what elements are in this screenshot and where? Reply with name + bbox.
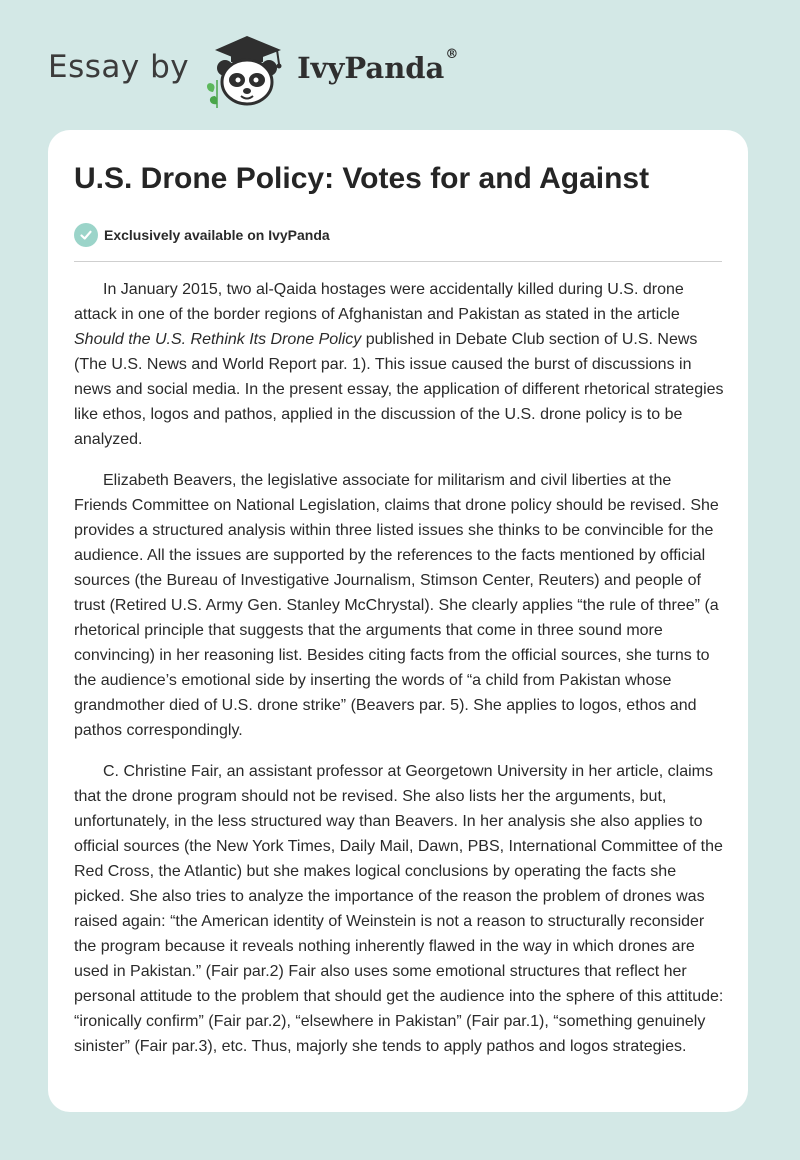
paragraph-1-text-b: published in Debate Club section of U.S. News (The U.S. News and World Report par. 1). This issue caused the burst of discussions in news and social media. In the present essay, the application of different rhetorical strategies like ethos, logos and pathos, applied in the discussion of the U.S. drone policy is to be analyzed.	[74, 331, 724, 448]
article-title-reference: Should the U.S. Rethink Its Drone Policy	[74, 331, 362, 348]
registered-mark: ®	[445, 47, 459, 62]
essay-by-text: Essay by	[48, 49, 190, 85]
paragraph-2: Elizabeth Beavers, the legislative associate for militarism and civil liberties at the Friends Committee on National Legislation, claims that drone policy should be revised. She provides a structured analysis within three listed issues she thinks to be convincible for the audience. All the issues are supported by the references to the facts mentioned by official sources (the Bureau of Investigative Journalism, Stimson Center, Reuters) and people of trust (Retired U.S. Army Gen. Stanley McChrystal). She clearly applies “the rule of three” (a rhetorical principle that suggests that the arguments that come in three sound more convincing) in her reasoning list. Besides citing facts from the official sources, she turns to the audience’s emotional side by inserting the words of “a child from Pakistan whose grandmother died of U.S. drone strike” (Beavers par. 5). She applies to logos, ethos and pathos correspondingly.	[74, 472, 719, 739]
checkmark-circle-icon	[74, 223, 98, 247]
brand-name	[297, 47, 459, 85]
exclusive-badge-text: Exclusively available on IvyPanda	[104, 227, 330, 243]
paragraph-1-text-a: In January 2015, two al-Qaida hostages were accidentally killed during U.S. drone attack in one of the border regions of Afghanistan and Pakistan as stated in the article	[74, 281, 684, 323]
panda-graduate-logo-icon	[201, 30, 293, 110]
paragraph-1	[74, 277, 724, 452]
essay-body	[74, 277, 724, 1075]
exclusive-badge	[74, 223, 330, 247]
header-divider	[74, 261, 722, 262]
paragraph-3: C. Christine Fair, an assistant professor at Georgetown University in her article, claims that the drone program should not be revised. She also lists her the arguments, but, unfortunately, in the less structured way than Beavers. In her analysis she also applies to official sources (the New York Times, Daily Mail, Dawn, PBS, International Committee of the Red Cross, the Atlantic) but she makes logical conclusions by operating the facts she picked. She also tries to analyze the importance of the reason the problem of drones was raised again: “the American identity of Weinstein is not a reason to structurally reconsider the program because it reveals nothing inherently flawed in the way in which drones are used in Pakistan.” (Fair par.2) Fair also uses some emotional structures that reflect her personal attitude to the problem that should get the audience into the sphere of this attitude: “ironically confirm” (Fair par.2), “elsewhere in Pakistan” (Fair par.1), “something genuinely sinister” (Fair par.3), etc. Thus, majorly she tends to apply pathos and logos strategies.	[74, 763, 724, 1055]
essay-card	[48, 130, 748, 1112]
site-header-logo[interactable]	[48, 30, 458, 110]
essay-title: U.S. Drone Policy: Votes for and Against	[74, 162, 650, 195]
brand-name-text: IvyPanda	[297, 51, 445, 85]
